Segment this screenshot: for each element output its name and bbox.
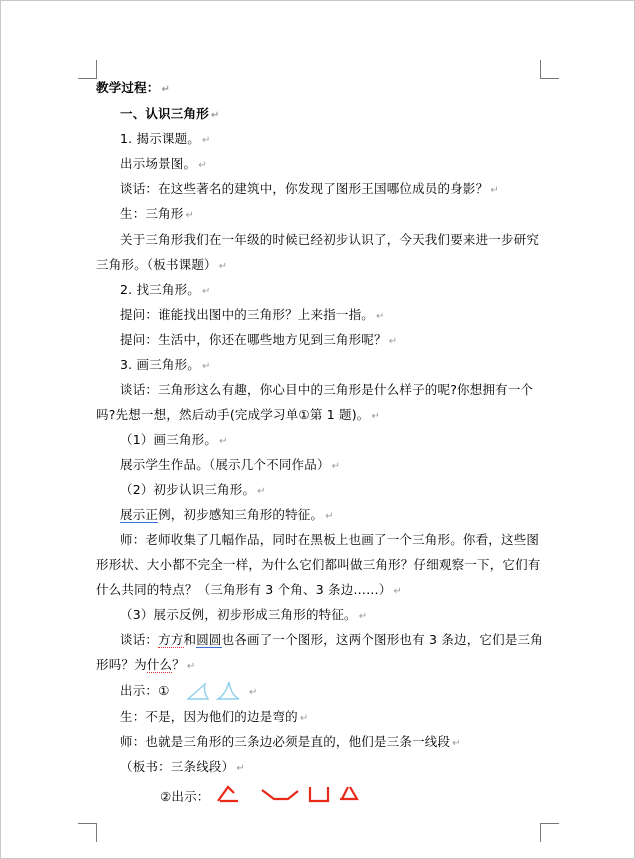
section-title: 一、认识三角形 ↵	[120, 106, 220, 121]
paragraph: 谈话：在这些著名的建筑中，你发现了图形王国哪位成员的身影？ ↵	[120, 181, 499, 196]
paragraph: 形形状、大小都不完全一样，为什么它们都叫做三角形？仔细观察一下，它们有	[96, 557, 541, 572]
paragraph: 生：不是，因为他们的边是弯的 ↵	[120, 709, 309, 724]
step-3: 3. 画三角形。 ↵	[120, 357, 211, 372]
margin-corner-top-left	[78, 60, 97, 79]
paragraph: 展示正例，初步感知三角形的特征。 ↵	[120, 507, 334, 522]
non-triangle-figures	[216, 783, 362, 805]
margin-corner-top-right	[540, 60, 559, 79]
heading: 教学过程： ↵	[96, 80, 171, 95]
paragraph: 师：老师收集了几幅作品，同时在黑板上也画了一个三角形。你看，这些图	[120, 532, 540, 547]
paragraph: 形吗？为什么？ ↵	[96, 657, 196, 672]
step-2: 2. 找三角形。 ↵	[120, 282, 211, 297]
paragraph: 三角形。（板书课题） ↵	[96, 257, 228, 272]
open-figure-3	[310, 787, 328, 801]
paragraph: 提问：生活中，你还在哪些地方见到三角形呢？ ↵	[120, 332, 398, 347]
paragraph: 谈话：方方和圆圆也各画了一个图形，这两个图形也有 3 条边，它们是三角	[120, 632, 543, 647]
sub-step-1: （1）画三角形。 ↵	[120, 432, 228, 447]
step-1: 1. 揭示课题。 ↵	[120, 131, 211, 146]
paragraph: 什么共同的特点？（三角形有 3 个角、3 条边……） ↵	[96, 582, 403, 597]
margin-corner-bottom-right	[540, 823, 559, 842]
return-mark: ↵	[249, 687, 258, 698]
paragraph: 吗?先想一想，然后动手(完成学习单①第 1 题)。 ↵	[96, 407, 381, 422]
paragraph: 展示学生作品。（展示几个不同作品） ↵	[120, 457, 341, 472]
sub-step-3: （3）展示反例，初步形成三角形的特征。 ↵	[120, 607, 368, 622]
paragraph: 出示场景图。 ↵	[120, 156, 207, 171]
open-figure-2	[262, 790, 298, 799]
curved-triangle-1	[188, 684, 208, 699]
curved-triangle-figures	[186, 680, 242, 702]
margin-corner-bottom-left	[78, 823, 97, 842]
paragraph: ②出示：	[160, 789, 210, 804]
paragraph: 生：三角形 ↵	[120, 206, 195, 221]
paragraph: 师：也就是三角形的三条边必须是直的，他们是三条一线段 ↵	[120, 734, 461, 749]
paragraph: 关于三角形我们在一年级的时候已经初步认识了，今天我们要来进一步研究	[120, 232, 540, 247]
paragraph: 谈话：三角形这么有趣，你心目中的三角形是什么样子的呢?你想拥有一个	[120, 382, 534, 397]
open-figure-4	[340, 787, 357, 799]
curved-triangle-2	[218, 682, 239, 699]
paragraph: （板书：三条线段） ↵	[120, 759, 245, 774]
paragraph: 出示：①	[120, 683, 170, 698]
open-figure-1	[218, 787, 238, 801]
sub-step-2: （2）初步认识三角形。 ↵	[120, 482, 266, 497]
paragraph: 提问：谁能找出图中的三角形？上来指一指。 ↵	[120, 307, 385, 322]
